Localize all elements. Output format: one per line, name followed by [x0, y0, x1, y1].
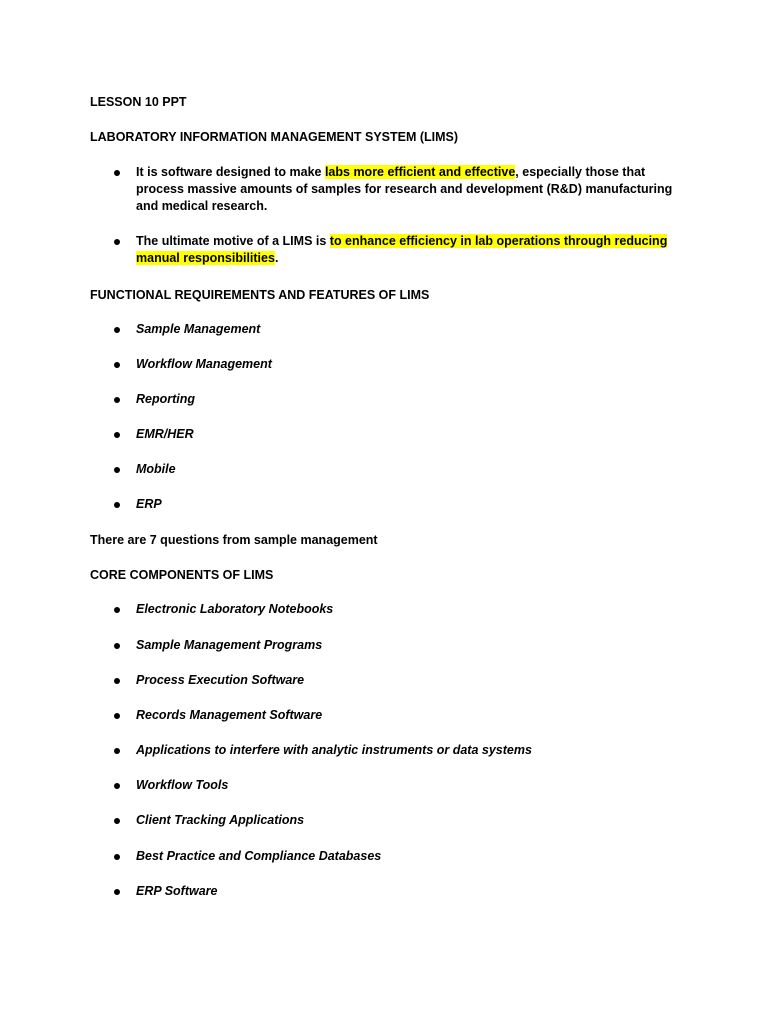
bullet-dot-icon: [114, 854, 120, 860]
core-item-label: Applications to interfere with analytic instruments or data systems: [136, 743, 532, 757]
bullet-dot-icon: [114, 239, 120, 245]
bullet-dot-icon: [114, 607, 120, 613]
bullet-dot-icon: [114, 432, 120, 438]
bullet-dot-icon: [114, 327, 120, 333]
bullet-dot-icon: [114, 818, 120, 824]
core-item-label: ERP Software: [136, 884, 218, 898]
questions-note: There are 7 questions from sample management: [90, 533, 378, 547]
core-item-label: Electronic Laboratory Notebooks: [136, 602, 334, 616]
core-item-label: Process Execution Software: [136, 673, 305, 687]
main-heading: LABORATORY INFORMATION MANAGEMENT SYSTEM (LIMS): [90, 130, 459, 144]
bullet-dot-icon: [114, 678, 120, 684]
functional-item-label: Mobile: [136, 462, 176, 476]
bullet-dot-icon: [114, 713, 120, 719]
functional-item-label: Sample Management: [136, 322, 261, 336]
core-item-label: Records Management Software: [136, 708, 323, 722]
bullet-dot-icon: [114, 170, 120, 176]
intro-bullet-1-after: , especially those that process massive amounts of samples for research and development (R&D) manufacturing and medical research.: [136, 165, 673, 213]
functional-heading: FUNCTIONAL REQUIREMENTS AND FEATURES OF LIMS: [90, 288, 430, 302]
core-item-label: Client Tracking Applications: [136, 813, 305, 827]
core-item-label: Workflow Tools: [136, 778, 229, 792]
bullet-dot-icon: [114, 362, 120, 368]
functional-item-label: EMR/HER: [136, 427, 194, 441]
intro-bullet-2-before: The ultimate motive of a LIMS is: [136, 234, 330, 248]
core-item-label: Best Practice and Compliance Databases: [136, 849, 382, 863]
intro-bullet-2-after: .: [274, 251, 279, 265]
bullet-dot-icon: [114, 783, 120, 789]
core-item-label: Sample Management Programs: [136, 638, 323, 652]
bullet-dot-icon: [114, 397, 120, 403]
bullet-dot-icon: [114, 502, 120, 508]
functional-item-label: ERP: [136, 497, 162, 511]
bullet-dot-icon: [114, 467, 120, 473]
lesson-title: LESSON 10 PPT: [90, 95, 187, 109]
bullet-dot-icon: [114, 643, 120, 649]
intro-bullet-1-highlight: labs more efficient and effective: [324, 165, 516, 179]
intro-bullet-1-text: [136, 164, 676, 215]
core-heading: CORE COMPONENTS OF LIMS: [90, 568, 274, 582]
bullet-dot-icon: [114, 748, 120, 754]
bullet-dot-icon: [114, 889, 120, 895]
functional-item-label: Reporting: [136, 392, 196, 406]
intro-bullet-2-text: [136, 233, 676, 267]
intro-bullet-1-before: It is software designed to make: [136, 165, 325, 179]
functional-item-label: Workflow Management: [136, 357, 272, 371]
intro-bullet-2-highlight: to enhance efficiency in lab operations through reducing manual responsibilities: [136, 234, 668, 265]
